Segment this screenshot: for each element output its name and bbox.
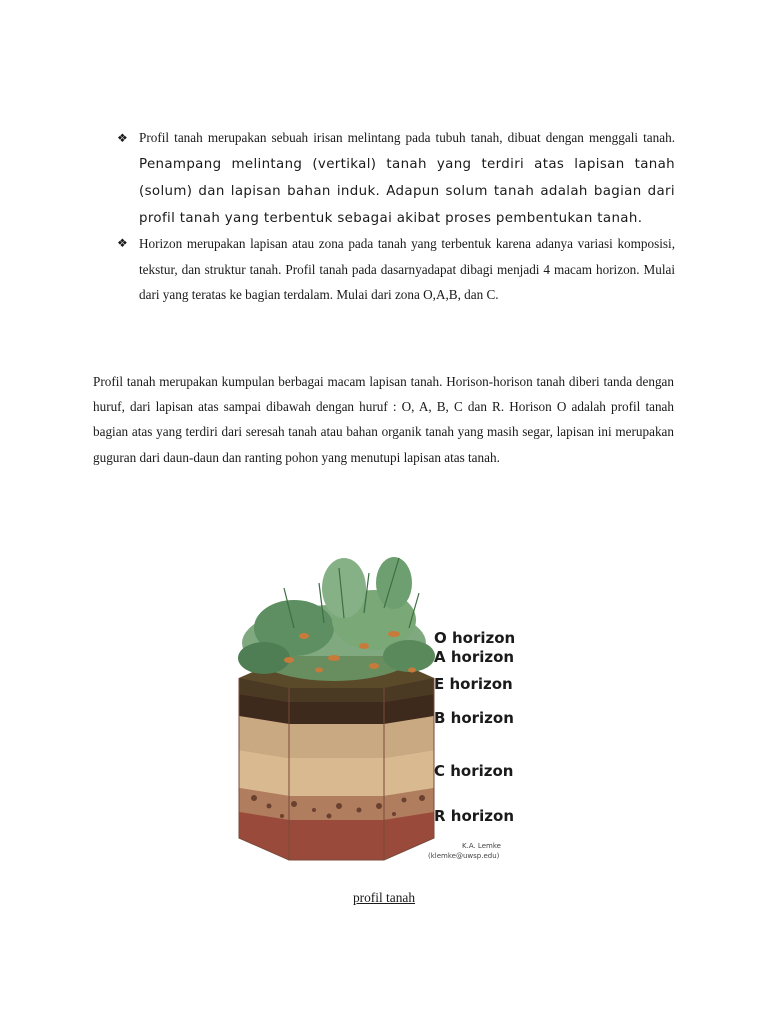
figure-caption-text: profil tanah <box>352 890 416 905</box>
diamond-bullet-icon: ❖ <box>117 131 128 145</box>
bullet-list <box>115 125 675 308</box>
credit-email: (klemke@uwsp.edu) <box>428 852 500 860</box>
horizon-label-e: E horizon <box>434 675 513 693</box>
figure-caption <box>0 890 768 906</box>
diamond-bullet-icon: ❖ <box>117 236 128 250</box>
horizon-label-o: O horizon <box>434 629 516 647</box>
bullet-text-serif: Profil tanah merupakan sebuah irisan melintang pada tubuh tanah, dibuat dengan menggali tanah. <box>139 130 675 145</box>
vegetation <box>238 557 435 681</box>
horizon-label-r: R horizon <box>434 807 515 825</box>
bullet-text-serif: Horizon merupakan lapisan atau zona pada tanah yang terbentuk karena adanya variasi komposisi, tekstur, dan struktur tanah. Profil tanah pada dasarnyadapat dibagi menjadi 4 macam horizon. Mulai dari yang teratas ke bagian terdalam. Mulai dari zona O,A,B, dan C. <box>139 236 675 303</box>
soil-profile-illustration <box>234 548 524 870</box>
body-paragraph: Profil tanah merupakan kumpulan berbagai macam lapisan tanah. Horison-horison tanah diberi tanda dengan huruf, dari lapisan atas sampai dibawah dengan huruf : O, A, B, C dan R. Horison O adalah profil tanah bagian atas yang terdiri dari seresah tanah atau bahan organik tanah yang masih segar, lapisan ini merupakan guguran dari daun-daun dan ranting pohon yang menutupi lapisan atas tanah. <box>93 374 674 465</box>
bullet-item-horizon <box>115 231 675 308</box>
horizon-label-b: B horizon <box>434 709 514 727</box>
horizon-label-c: C horizon <box>434 762 514 780</box>
horizon-label-a: A horizon <box>434 648 515 666</box>
credit-name: K.A. Lemke <box>462 842 501 850</box>
soil-profile-figure <box>234 548 524 870</box>
bullet-item-profil <box>115 125 675 232</box>
bullet-text-sans: Penampang melintang (vertikal) tanah yang terdiri atas lapisan tanah (solum) dan lapisan bahan induk. Adapun solum tanah adalah bagian dari profil tanah yang terbentuk sebagai akibat proses pembentukan tanah. <box>139 157 675 226</box>
